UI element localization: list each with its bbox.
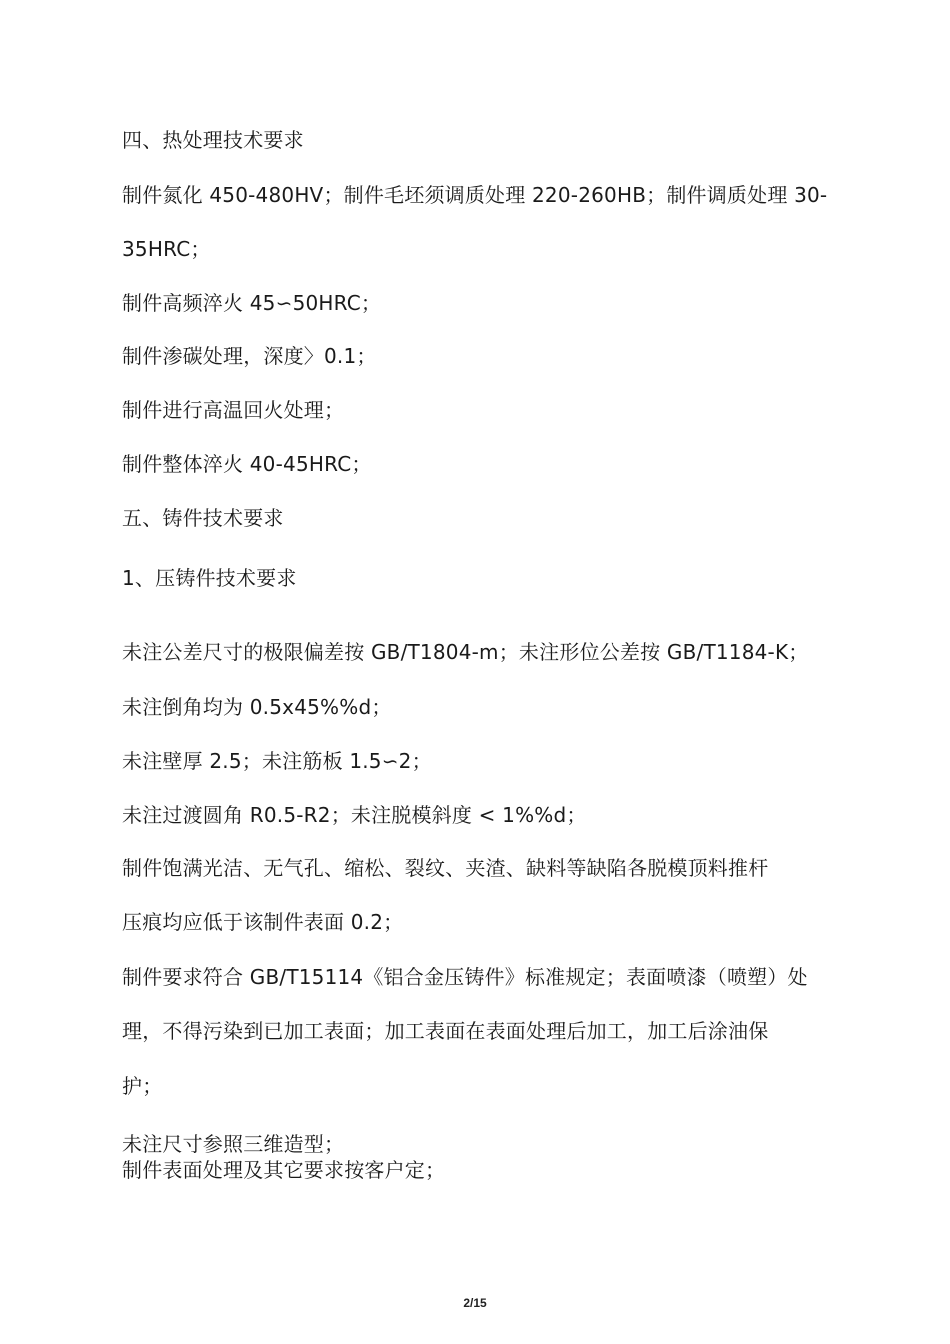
page-number: 2/15 (463, 1296, 487, 1310)
text-line: 压痕均应低于该制件表面 0.2； (122, 910, 404, 934)
text-line: 未注公差尺寸的极限偏差按 GB/T1804-m；未注形位公差按 GB/T1184-K； (122, 640, 809, 664)
text-line: 制件表面处理及其它要求按客户定； (122, 1158, 446, 1182)
section-heading-casting: 五、铸件技术要求 (122, 506, 284, 530)
text-line: 制件进行高温回火处理； (122, 398, 345, 422)
subsection-heading-die-casting: 1、压铸件技术要求 (122, 566, 297, 590)
text-line: 护； (122, 1074, 163, 1098)
text-line: 制件整体淬火 40-45HRC； (122, 452, 372, 476)
text-line: 制件渗碳处理，深度〉0.1； (122, 344, 377, 368)
text-line: 理，不得污染到已加工表面；加工表面在表面处理后加工，加工后涂油保 (122, 1019, 769, 1043)
text-line: 制件高频淬火 45∽50HRC； (122, 291, 382, 315)
section-heading-heat-treatment: 四、热处理技术要求 (122, 128, 304, 152)
text-line: 35HRC； (122, 237, 211, 261)
text-line: 未注倒角均为 0.5x45%%d； (122, 695, 392, 719)
text-line: 制件要求符合 GB/T15114《铝合金压铸件》标准规定；表面喷漆（喷塑）处 (122, 965, 808, 989)
text-line: 制件氮化 450-480HV；制件毛坯须调质处理 220-260HB；制件调质处理 30- (122, 183, 828, 207)
text-line: 制件饱满光洁、无气孔、缩松、裂纹、夹渣、缺料等缺陷各脱模顶料推杆 (122, 856, 769, 880)
text-line: 未注过渡圆角 R0.5-R2；未注脱模斜度 < 1%%d； (122, 803, 587, 827)
text-line: 未注壁厚 2.5；未注筋板 1.5∽2； (122, 749, 432, 773)
text-line: 未注尺寸参照三维造型； (122, 1132, 345, 1156)
